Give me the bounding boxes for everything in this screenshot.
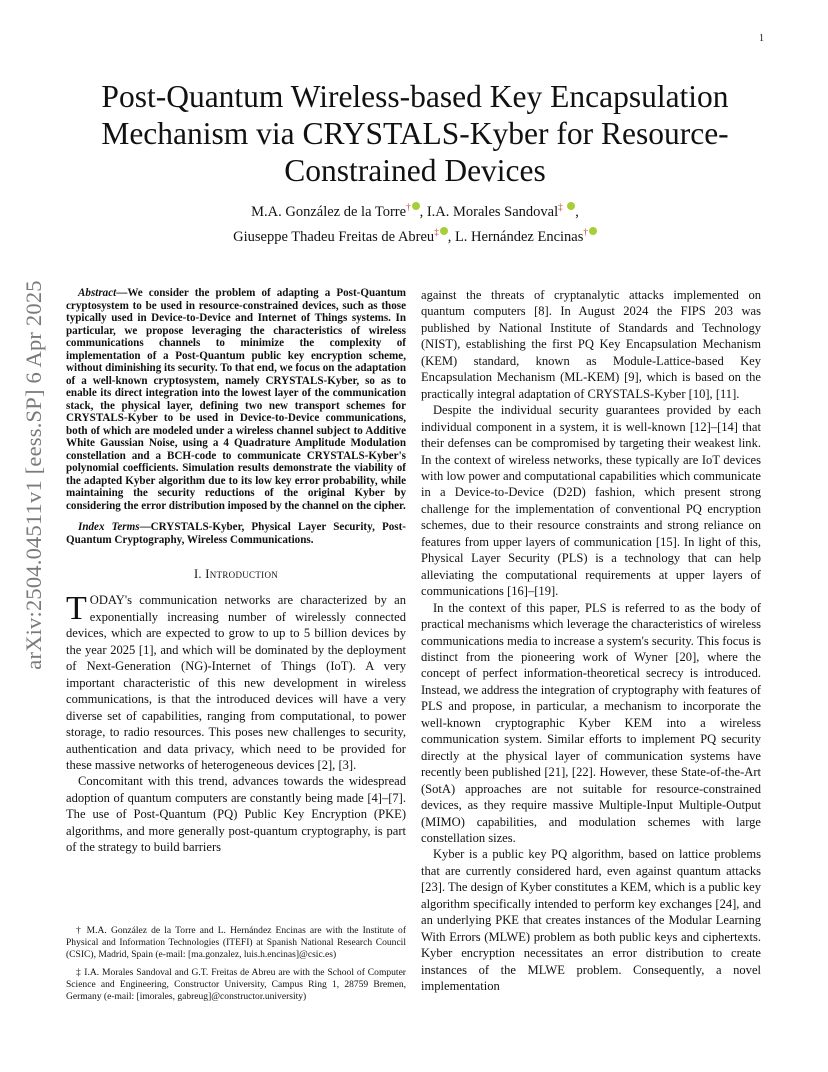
arxiv-sidebar bbox=[14, 280, 54, 670]
affiliation-mark: ‡ bbox=[434, 226, 439, 237]
body-paragraph: In the context of this paper, PLS is referred to as the body of practical mechanisms which leverage the characteristics of wireless communications media to increase a system's security. This focus is distinct from the pioneering work of Wyner [20], where the concept of perfect information-theoretical secrecy is introduced. Instead, we address the integration of cryptography with features of PLS and propose, in particular, a mechanism to incorporate the well-known cryptographic Kyber KEM into a wireless communication system. Similar efforts to implement PQ security directly at the physical layer of communication systems have recently been published [21], [22]. However, these State-of-the-Art (SotA) approaches are not suitable for resource-constrained devices, as they require massive Multiple-Input Multiple-Output (MIMO) capabilities, and modulation schemes with large constellation sizes. bbox=[421, 600, 761, 845]
author-line-1: M.A. González de la Torre† , I.A. Morales Sandoval‡ , bbox=[251, 202, 579, 220]
paragraph-text: ODAY's communication networks are characterized by an exponentially increasing number of wirelessly connected devices, which are expected to grow to up to 5 billion devices by the year 2025 [1], and which will be dominated by the deployment of Next-Generation (NG)-Internet of Things (IoT). A very important characteristic of this new development in wireless communications, is that the introduced devices will have a very diverse set of capabilities, ranging from computational, to power storage, to radio resources. This poses new challenges to security, authentication and data privacy, which need to be provided for these massive networks of heterogeneous devices [2], [3]. bbox=[66, 593, 406, 772]
intro-paragraph bbox=[66, 592, 406, 773]
paper-title: Post-Quantum Wireless-based Key Encapsulation Mechanism via CRYSTALS-Kyber for Resource-Constrained Devices bbox=[101, 79, 729, 188]
author-line-2: Giuseppe Thadeu Freitas de Abreu‡ , L. Hernández Encinas† bbox=[70, 222, 760, 247]
orcid-icon[interactable] bbox=[589, 227, 597, 235]
affiliation-mark: ‡ bbox=[558, 202, 563, 212]
index-terms-text: —CRYSTALS-Kyber, Physical Layer Security, Post-Quantum Cryptography, Wireless Communications. bbox=[66, 521, 406, 546]
author-name: I.A. Morales Sandoval bbox=[426, 203, 559, 220]
abstract-label: Abstract bbox=[78, 287, 117, 299]
body-paragraph: against the threats of cryptanalytic attacks implemented on quantum computers [8]. In August 2024 the FIPS 203 was published by National Institute of Standards and Technology (NIST), establishing the first PQ Key Encapsulation Mechanism (KEM) standard, known as Module-Lattice-based Key Encapsulation Mechanism (ML-KEM) [9], which is based on the practically integral adaptation of CRYSTALS-Kyber [10], [11]. bbox=[421, 288, 761, 401]
author-block bbox=[70, 197, 760, 247]
body-paragraph: Despite the individual security guarantees provided by each individual component in a system, it is well-known [12]–[14] that their defenses can be compromised by targeting their weakest link. In the context of wireless networks, these typically are IoT devices with low power and computational capabilities which communicate in a Device-to-Device (D2D) fashion, which present strong challenge for the implementation of conventional PQ encryption schemes, due to their resource constraints and strong reliance on features from upper layers of communication [15]. In light of this, Physical Layer Security (PLS) is a technology that can help alleviating the computational requirements at upper layers of communications [16]–[19]. bbox=[421, 403, 761, 599]
body-paragraph: Kyber is a public key PQ algorithm, based on lattice problems that are currently considered hard, even against quantum attacks [23]. The design of Kyber constitutes a KEM, which is a public key algorithm specifically intended to perform key exchanges [24], and an underlying PKE that creates instances of the Modular Learning With Errors (MLWE) problem as both public keys and ciphertexts. Kyber encryption necessitates an error distribution to create instances of the MLWE problem. Consequently, a novel implementation bbox=[421, 847, 761, 994]
section-numeral: I. bbox=[193, 567, 206, 581]
abstract bbox=[66, 287, 406, 512]
author-name: M.A. González de la Torre bbox=[251, 203, 407, 220]
affiliation-mark: † bbox=[583, 226, 588, 237]
footnotes bbox=[66, 925, 406, 1009]
affiliation-mark: † bbox=[406, 202, 411, 212]
drop-cap: T bbox=[66, 590, 87, 628]
page-number: 1 bbox=[759, 33, 764, 44]
author-name: Giuseppe Thadeu Freitas de Abreu bbox=[233, 228, 435, 245]
footnote: ‡ I.A. Morales Sandoval and G.T. Freitas de Abreu are with the School of Computer Science and Engineering, Constructor University, Campus Ring 1, 28759 Bremen, Germany (e-mail: [imorales, gabreug]@constructor.university) bbox=[66, 967, 406, 1002]
right-column bbox=[421, 287, 761, 994]
abstract-text: —We consider the problem of adapting a Post-Quantum cryptosystem to be used in resource-constrained devices, such as those typically used in Device-to-Device and Internet of Things systems. In particular, we propose leveraging the characteristics of wireless communications channels to minimize the complexity of implementation of a Post-Quantum public key encryption scheme, without diminishing its security. To that end, we focus on the adaptation of a well-known cryptosystem, namely CRYSTALS-Kyber, so as to enable its direct integration into the lowest layer of the communication stack, the physical layer, defining two new transport schemes for CRYSTALS-Kyber to be used in Device-to-Device communications, both of which are modeled under a wireless channel subject to Additive White Gaussian Noise, using a 4 Quadrature Amplitude Modulation constellation and a BCH-code to communicate CRYSTALS-Kyber's polynomial coefficients. Simulation results demonstrate the viability of the adapted Kyber algorithm due to its low key error probability, while maintaining the security reductions of the original Kyber by considering the error distribution imposed by the channel on the cipher. bbox=[66, 287, 406, 512]
intro-paragraph: Concomitant with this trend, advances towards the widespread adoption of quantum computers are constantly being made [4]–[7]. The use of Post-Quantum (PQ) Public Key Encryption (PKE) algorithms, and more generally post-quantum cryptography, is part of the strategy to build barriers bbox=[66, 774, 406, 855]
section-heading bbox=[66, 566, 406, 582]
index-terms bbox=[66, 521, 406, 546]
index-terms-label: Index Terms bbox=[78, 521, 140, 533]
orcid-icon[interactable] bbox=[412, 202, 420, 210]
orcid-icon[interactable] bbox=[567, 202, 575, 210]
section-title: Introduction bbox=[205, 567, 279, 581]
author-name: L. Hernández Encinas bbox=[454, 228, 584, 245]
footnote: † M.A. González de la Torre and L. Hernández Encinas are with the Institute of Physical and Information Technologies (ITEFI) at Spanish National Research Council (CSIC), Madrid, Spain (e-mail: [ma.gonzalez, luis.h.encinas]@csic.es) bbox=[66, 925, 406, 960]
arxiv-id: arXiv:2504.04511v1 [eess.SP] 6 Apr 2025 bbox=[21, 280, 46, 670]
left-column bbox=[66, 287, 406, 856]
orcid-icon[interactable] bbox=[440, 227, 448, 235]
